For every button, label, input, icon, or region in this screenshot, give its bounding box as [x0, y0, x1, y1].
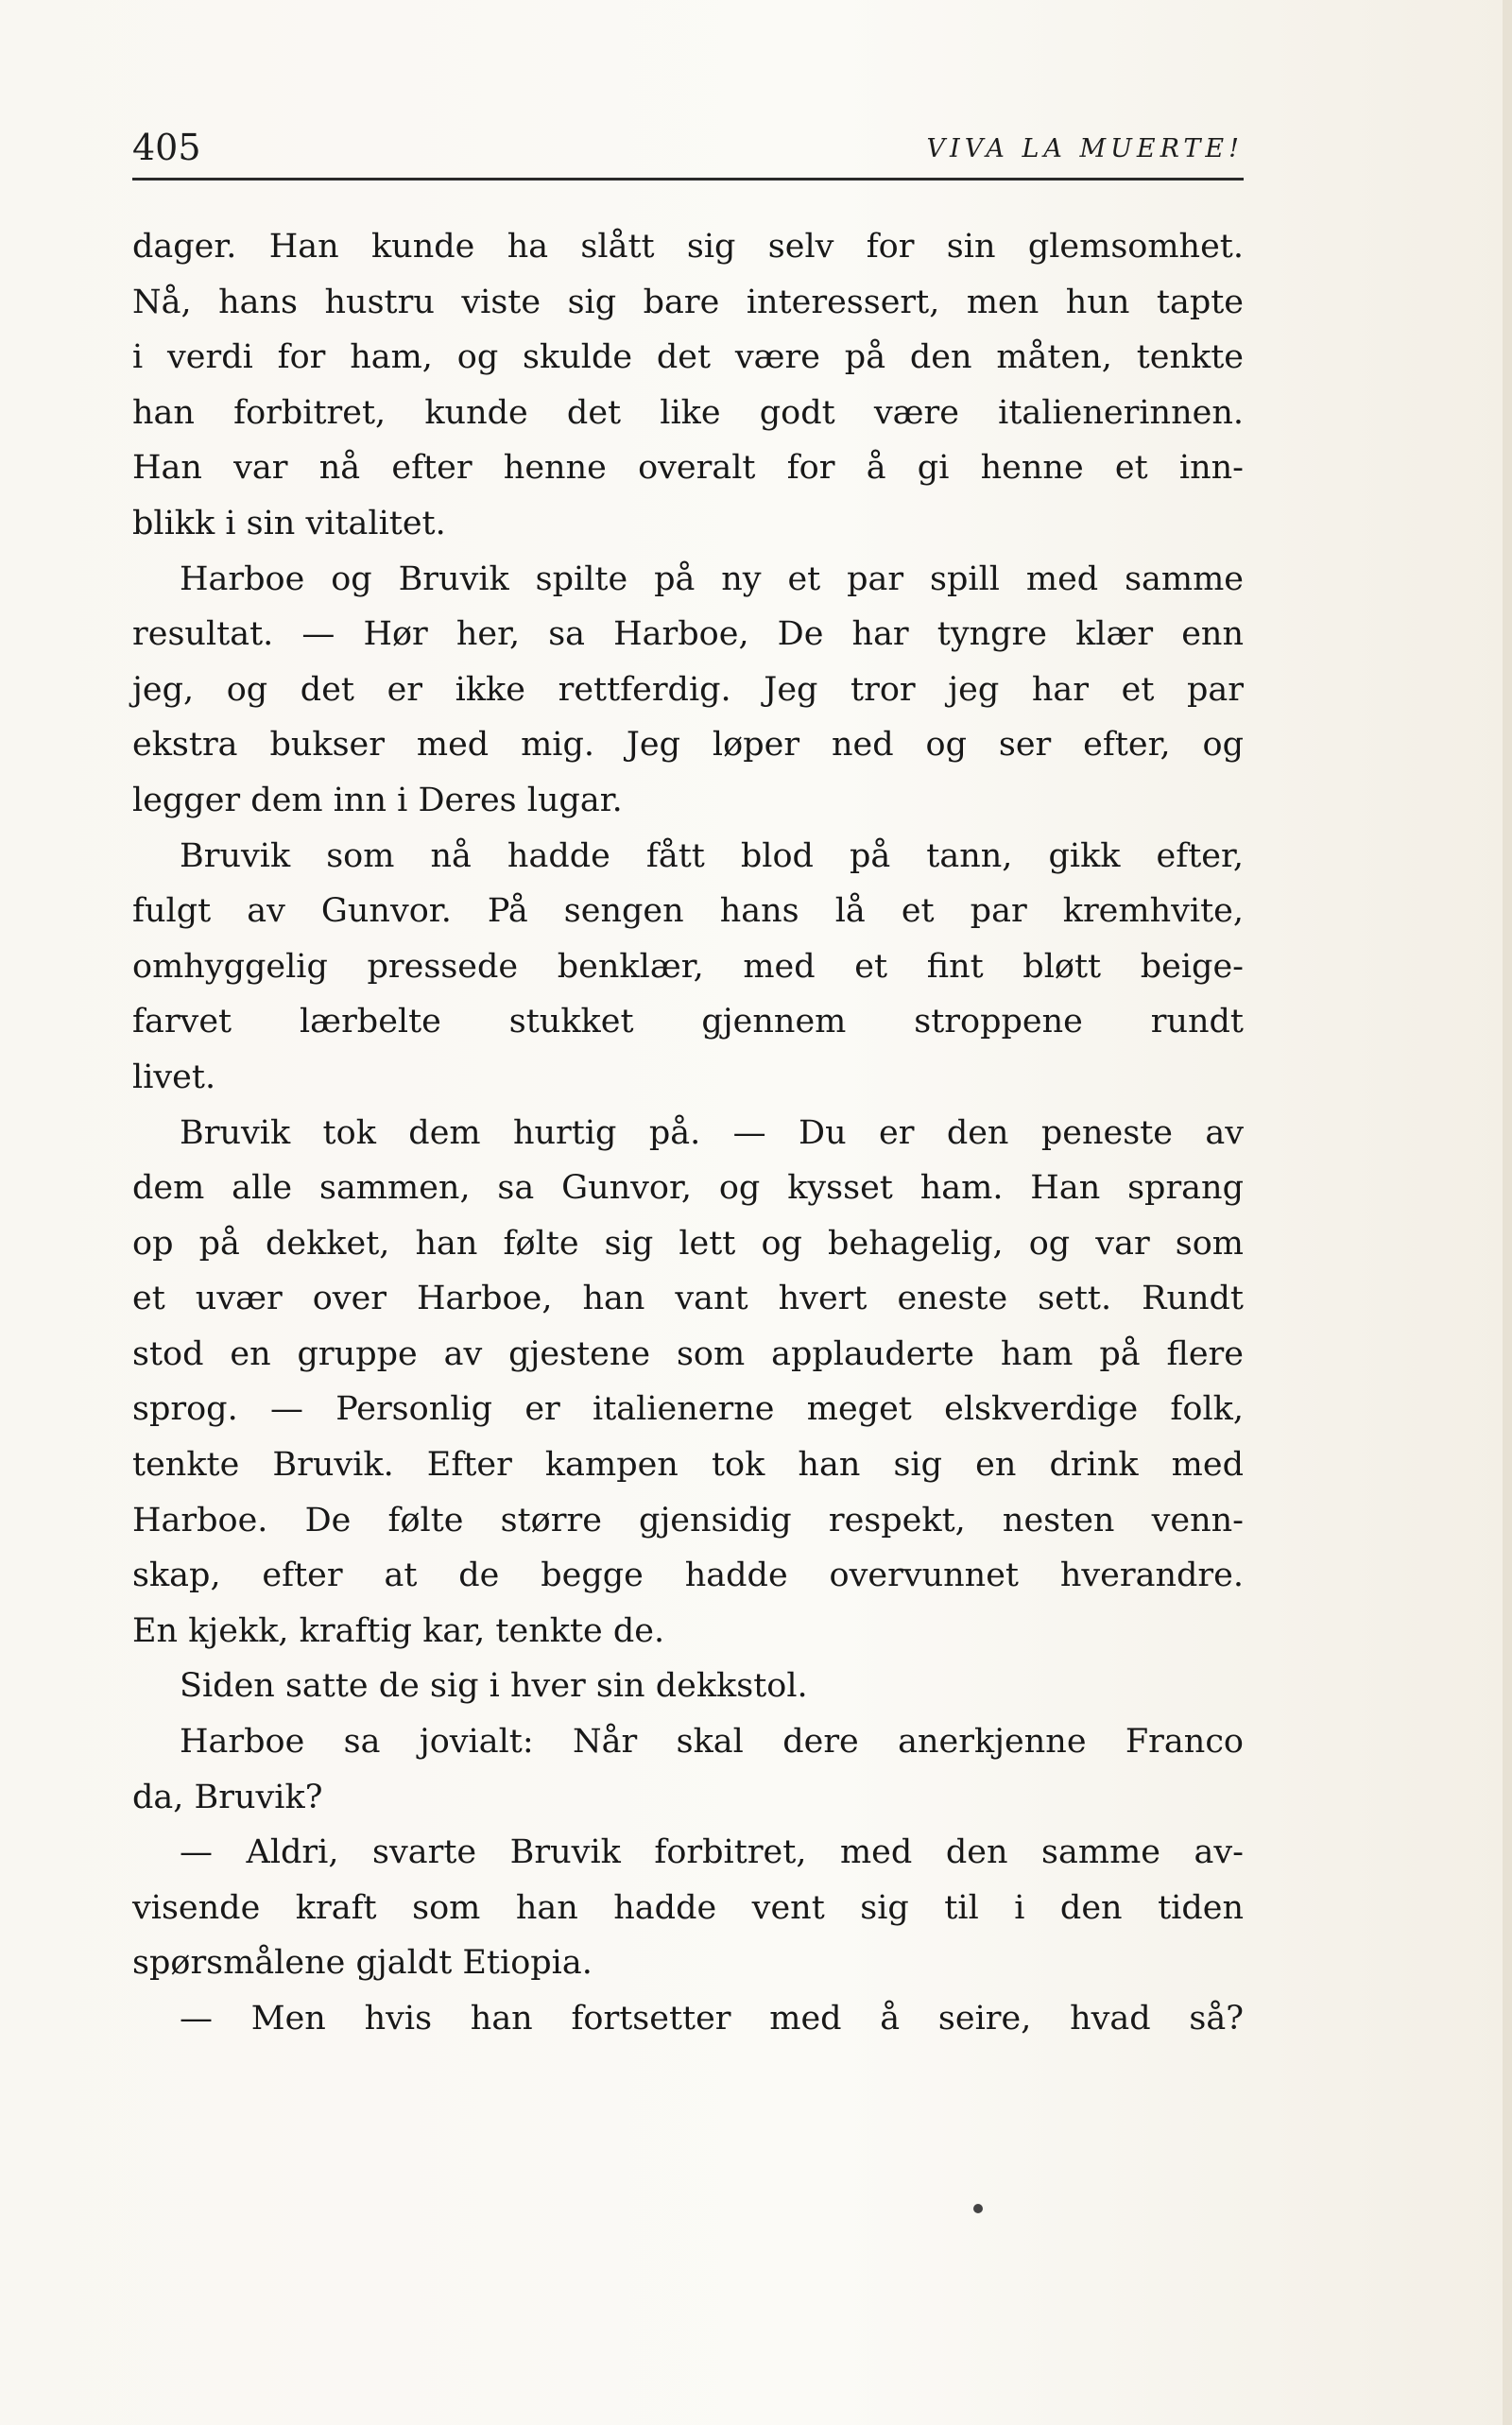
text-line: stod en gruppe av gjestene som applauderte ham på flere [132, 1334, 1244, 1373]
text-line: Harboe og Bruvik spilte på ny et par spill med samme [180, 559, 1244, 598]
text-line: op på dekket, han følte sig lett og behagelig, og var som [132, 1224, 1244, 1263]
text-line: ekstra bukser med mig. Jeg løper ned og ser efter, og [132, 726, 1244, 765]
text-line: Bruvik som nå hadde fått blod på tann, gikk efter, [180, 836, 1244, 875]
page-header [132, 121, 1244, 181]
text-line: blikk i sin vitalitet. [132, 504, 446, 542]
text-line: livet. [132, 1058, 216, 1096]
text-line: visende kraft som han hadde vent sig til i den tiden [132, 1888, 1244, 1927]
running-title: VIVA LA MUERTE! [926, 134, 1244, 163]
text-line: skap, efter at de begge hadde overvunnet hverandre. [132, 1556, 1244, 1595]
text-line: omhyggelig pressede benklær, med et fint bløtt beige- [132, 947, 1244, 986]
text-line: — Aldri, svarte Bruvik forbitret, med den samme av- [180, 1833, 1244, 1872]
text-line: dem alle sammen, sa Gunvor, og kysset ham. Han sprang [132, 1169, 1244, 1208]
text-line: i verdi for ham, og skulde det være på den måten, tenkte [132, 338, 1244, 377]
text-line: resultat. — Hør her, sa Harboe, De har tyngre klær enn [132, 615, 1244, 654]
text-line: En kjekk, kraftig kar, tenkte de. [132, 1611, 665, 1650]
text-line: da, Bruvik? [132, 1778, 323, 1816]
text-line: Han var nå efter henne overalt for å gi henne et inn- [132, 449, 1244, 488]
text-line: — Men hvis han fortsetter med å seire, hvad så? [180, 2000, 1244, 2038]
text-line: legger dem inn i Deres lugar. [132, 781, 623, 819]
text-line: Siden satte de sig i hver sin dekkstol. [180, 1667, 808, 1706]
text-line: tenkte Bruvik. Efter kampen tok han sig en drink med [132, 1446, 1244, 1485]
ink-speck [973, 2204, 983, 2213]
page-edge [1503, 0, 1512, 2425]
text-line: spørsmålene gjaldt Etiopia. [132, 1944, 593, 1983]
text-line: jeg, og det er ikke rettferdig. Jeg tror jeg har et par [132, 670, 1244, 709]
text-line: sprog. — Personlig er italienerne meget elskverdige folk, [132, 1390, 1244, 1429]
text-line: Harboe sa jovialt: Når skal dere anerkjenne Franco [180, 1723, 1244, 1762]
page-number: 405 [132, 127, 201, 168]
text-line: Bruvik tok dem hurtig på. — Du er den peneste av [180, 1113, 1244, 1152]
text-line: farvet lærbelte stukket gjennem stroppene rundt [132, 1003, 1244, 1041]
text-line: dager. Han kunde ha slått sig selv for sin glemsomhet. [132, 228, 1244, 266]
text-line: Nå, hans hustru viste sig bare interessert, men hun tapte [132, 283, 1244, 321]
text-line: han forbitret, kunde det like godt være italienerinnen. [132, 393, 1244, 432]
body-text [132, 219, 1244, 2047]
text-line: Harboe. De følte større gjensidig respekt, nesten venn- [132, 1501, 1244, 1539]
text-line: fulgt av Gunvor. På sengen hans lå et par kremhvite, [132, 892, 1244, 931]
text-line: et uvær over Harboe, han vant hvert eneste sett. Rundt [132, 1280, 1244, 1318]
